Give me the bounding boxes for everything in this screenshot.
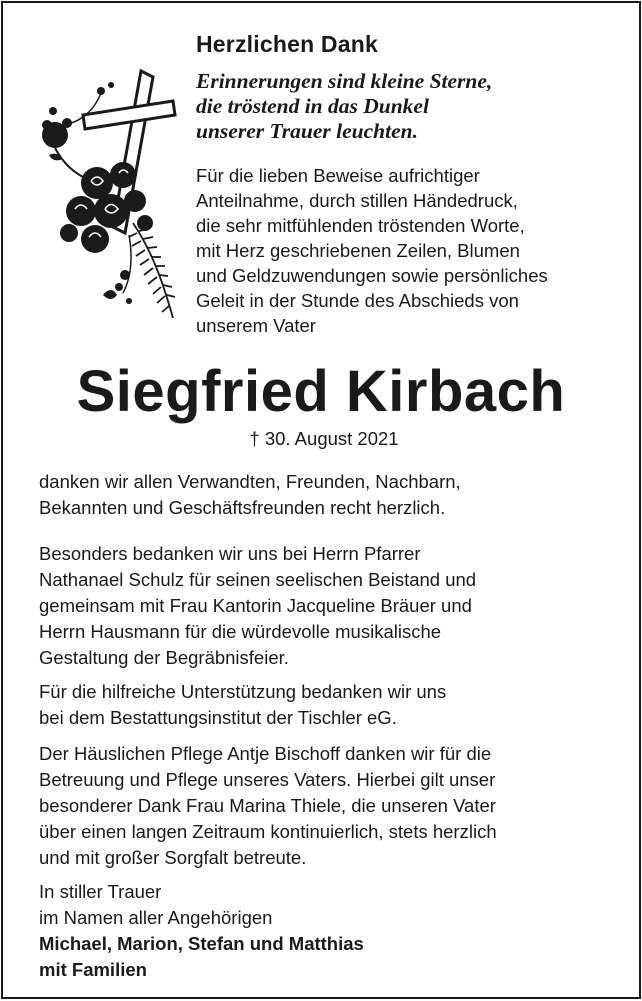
intro-line: die sehr mitfühlenden tröstenden Worte, [196,215,525,236]
paragraph-line: Gestaltung der Begräbnisfeier. [39,647,289,668]
signoff-names: Michael, Marion, Stefan und Matthias [39,933,364,954]
care-paragraph [39,741,497,871]
intro-text [196,163,548,338]
intro-line: und Geldzuwendungen sowie persönliches [196,265,548,286]
paragraph-line: Der Häuslichen Pflege Antje Bischoff danken wir für die [39,743,492,764]
death-date: † 30. August 2021 [249,428,399,449]
intro-line: unserem Vater [196,315,316,336]
quote-line: die tröstend in das Dunkel [196,94,429,118]
quote-line: unserer Trauer leuchten. [196,119,418,143]
paragraph-line: und mit großer Sorgfalt betreute. [39,847,307,868]
paragraph-line: Bekannten und Geschäftsfreunden recht herzlich. [39,497,446,518]
intro-line: Für die lieben Beweise aufrichtiger [196,165,480,186]
cross-with-roses-icon [33,63,193,333]
thanks-paragraph [39,469,461,521]
signoff-line: im Namen aller Angehörigen [39,907,273,928]
paragraph-line: Für die hilfreiche Unterstützung bedanken wir uns [39,681,447,702]
paragraph-line: Herrn Hausmann für die würdevolle musikalische [39,621,442,642]
paragraph-line: danken wir allen Verwandten, Freunden, Nachbarn, [39,471,461,492]
pastor-paragraph [39,541,476,671]
paragraph-line: über einen langen Zeitraum kontinuierlich, stets herzlich [39,821,497,842]
paragraph-line: Betreuung und Pflege unseres Vaters. Hierbei gilt unser [39,769,496,790]
paragraph-line: bei dem Bestattungsinstitut der Tischler eG. [39,707,397,728]
header-title: Herzlichen Dank [196,31,378,57]
paragraph-line: Besonders bedanken wir uns bei Herrn Pfarrer [39,543,421,564]
funeral-home-paragraph [39,679,446,731]
obituary-card [1,1,641,999]
deceased-name: Siegfried Kirbach [76,359,566,424]
signoff-line: In stiller Trauer [39,881,162,902]
quote-line: Erinnerungen sind kleine Sterne, [196,69,493,93]
paragraph-line: besonderer Dank Frau Marina Thiele, die unseren Vater [39,795,496,816]
signoff [39,879,364,983]
paragraph-line: gemeinsam mit Frau Kantorin Jacqueline Bräuer und [39,595,472,616]
intro-line: Geleit in der Stunde des Abschieds von [196,290,519,311]
intro-line: mit Herz geschriebenen Zeilen, Blumen [196,240,520,261]
paragraph-line: Nathanael Schulz für seinen seelischen Beistand und [39,569,477,590]
quote [196,69,492,144]
intro-line: Anteilnahme, durch stillen Händedruck, [196,190,518,211]
signoff-names: mit Familien [39,959,147,980]
